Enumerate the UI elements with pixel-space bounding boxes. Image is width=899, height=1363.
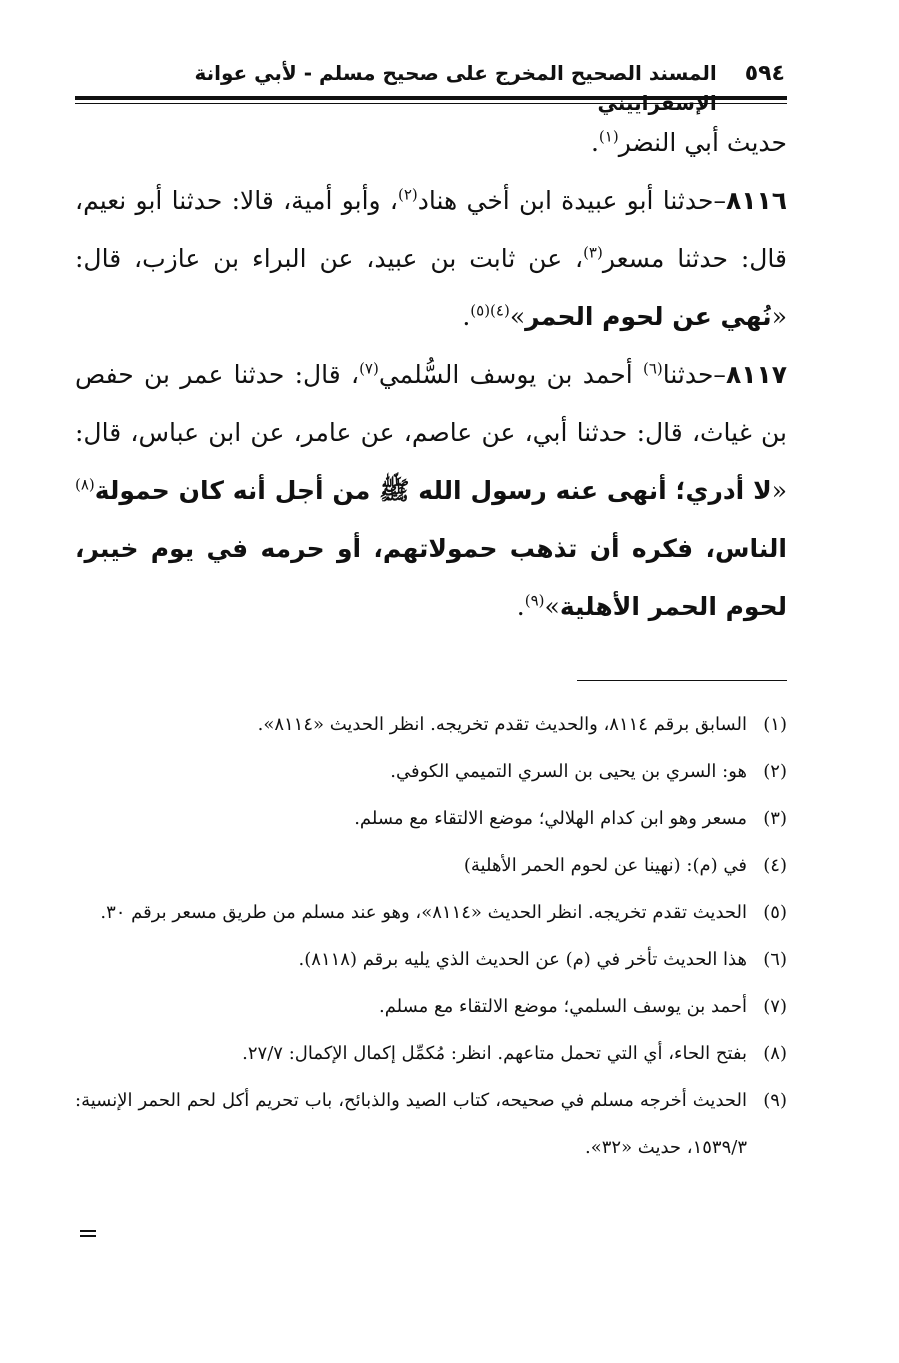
footnote-text: السابق برقم ٨١١٤، والحديث تقدم تخريجه. انظر الحديث «٨١١٤». — [257, 714, 747, 735]
footnote-ref[interactable]: (٩) — [524, 591, 545, 610]
text-run: أحمد بن يوسف السُّلمي — [378, 360, 643, 389]
footnote-ref[interactable]: (٣) — [583, 243, 603, 262]
footnote — [75, 701, 787, 748]
footnote-number: (٦) — [763, 949, 787, 970]
footnote-separator — [577, 680, 787, 681]
footnote-number: (٣) — [763, 808, 787, 829]
text-run: . — [516, 592, 525, 621]
text-run: –حدثنا — [662, 360, 726, 389]
hadith-8116 — [75, 172, 787, 346]
text-run: ، عن ثابت بن عبيد، عن البراء بن عازب، قال: « — [75, 244, 787, 331]
text-run: . — [590, 128, 599, 157]
footnote — [75, 795, 787, 842]
footnote-text: أحمد بن يوسف السلمي؛ موضع الالتقاء مع مسلم. — [378, 996, 747, 1017]
footnote-ref[interactable]: (٦) — [642, 359, 663, 378]
footnote-ref[interactable]: (٨) — [75, 475, 95, 494]
footnote-number: (٥) — [763, 902, 787, 923]
text-run: حديث أبي النضر — [618, 128, 787, 157]
footnote-ref[interactable]: (٤)(٥) — [470, 301, 510, 320]
paragraph-continuation — [75, 114, 787, 172]
footnote-number: (٢) — [763, 761, 787, 782]
footnote-number: (٧) — [763, 996, 787, 1017]
footnote-number: (١) — [763, 714, 787, 735]
footnote — [75, 842, 787, 889]
footnote-ref[interactable]: (١) — [598, 127, 619, 146]
footnote-ref[interactable]: (٢) — [397, 185, 418, 204]
text-run: ، قال: حدثنا عمر بن حفص بن غياث، قال: حدثنا أبي، عن عاصم، عن عامر، عن ابن عباس، قال: « — [75, 360, 787, 505]
footnote-text: بفتح الحاء، أي التي تحمل متاعهم. انظر: مُكمِّل إكمال الإكمال: ٢٧/٧. — [242, 1043, 747, 1064]
hadith-matn: لا أدري؛ أنهى عنه رسول الله ﷺ من أجل أنه كان حمولة — [94, 476, 772, 505]
footnote — [75, 1077, 787, 1171]
text-run: ، وأبو أمية، قالا: حدثنا أبو نعيم، قال: حدثنا مسعر — [75, 186, 787, 273]
footnote-text: مسعر وهو ابن كدام الهلالي؛ موضع الالتقاء مع مسلم. — [354, 808, 747, 829]
hadith-matn: الناس، فكره أن تذهب حمولاتهم، أو حرمه في يوم خيبر، لحوم الحمر الأهلية — [75, 534, 787, 621]
header-title: المسند الصحيح المخرج على صحيح مسلم - لأبي عوانة الإسفراييني — [194, 61, 717, 115]
text-run: –حدثنا أبو عبيدة ابن أخي هناد — [417, 186, 726, 215]
running-header — [75, 58, 787, 115]
footnote — [75, 983, 787, 1030]
page-number: ٥٩٤ — [744, 61, 785, 86]
footnote-text: هذا الحديث تأخر في (م) عن الحديث الذي يليه برقم (٨١١٨). — [298, 949, 747, 970]
footnote-number: (٨) — [763, 1043, 787, 1064]
hadith-number: ٨١١٦ — [725, 186, 788, 215]
footnote — [75, 1030, 787, 1077]
hadith-8117 — [75, 346, 787, 636]
footnote — [75, 889, 787, 936]
page-end-mark — [80, 1230, 96, 1240]
footnote-number: (٩) — [763, 1090, 787, 1111]
footnote — [75, 748, 787, 795]
text-run: » — [544, 592, 560, 621]
footnote-text: الحديث تقدم تخريجه. انظر الحديث «٨١١٤»، وهو عند مسلم من طريق مسعر برقم ٣٠. — [100, 902, 747, 923]
footnote-text: في (م): (نهينا عن لحوم الحمر الأهلية) — [463, 855, 747, 876]
footnote-text: هو: السري بن يحيى بن السري التميمي الكوفي. — [390, 761, 747, 782]
footnote-text: الحديث أخرجه مسلم في صحيحه، كتاب الصيد والذبائح، باب تحريم أكل لحم الحمر الإنسية: ١٥٣٩/٣، حديث «٣٢». — [75, 1090, 747, 1158]
footnotes — [75, 701, 787, 1171]
text-run: . — [462, 302, 471, 331]
main-text — [75, 114, 787, 636]
footnote-number: (٤) — [763, 855, 787, 876]
page — [75, 58, 787, 1171]
footnote-ref[interactable]: (٧) — [359, 359, 379, 378]
footnote — [75, 936, 787, 983]
text-run: » — [509, 302, 526, 331]
hadith-matn: نُهي عن لحوم الحمر — [525, 302, 772, 331]
hadith-number: ٨١١٧ — [725, 360, 787, 389]
